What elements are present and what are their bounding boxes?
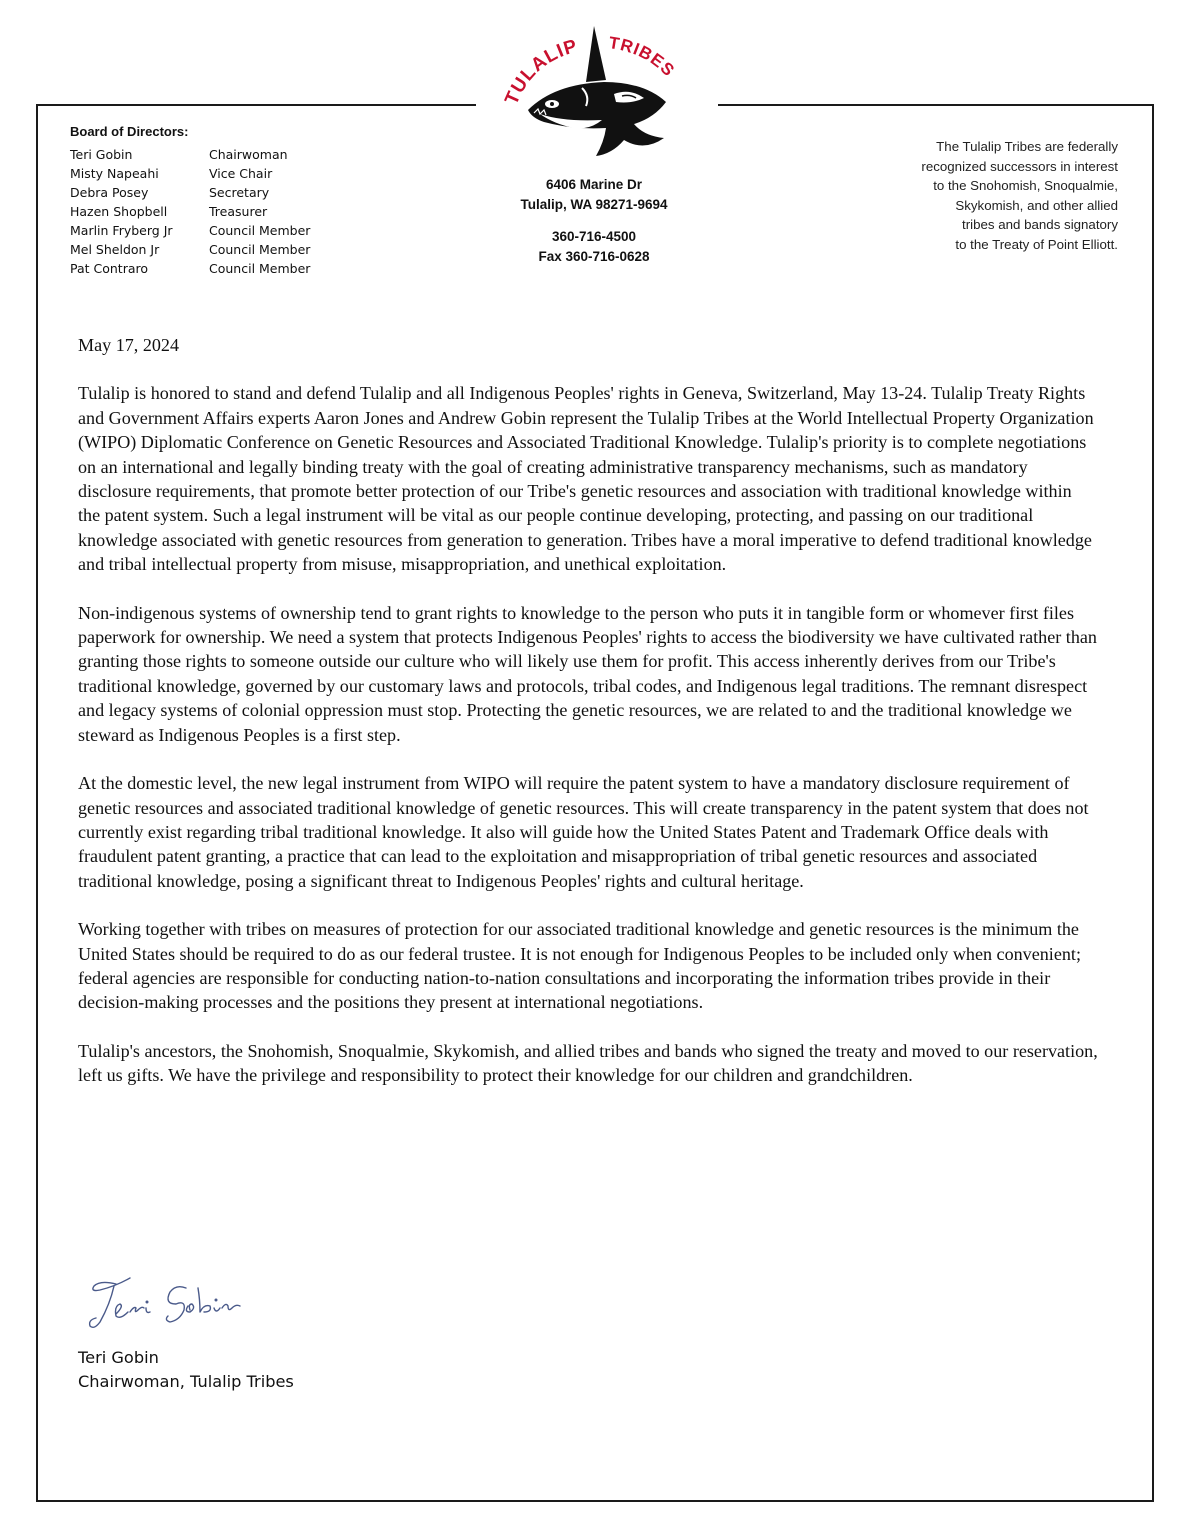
letter-date: May 17, 2024: [78, 335, 180, 355]
board-member-name: Mel Sheldon Jr: [70, 242, 160, 257]
treaty-note-line: to the Treaty of Point Elliott.: [955, 236, 1118, 252]
board-member-row: [70, 164, 310, 183]
board-heading: Board of Directors:: [70, 124, 189, 139]
address-city: Tulalip, WA 98271-9694: [520, 197, 668, 212]
treaty-note-line: Skykomish, and other allied: [955, 197, 1118, 213]
signer-block: [78, 1346, 294, 1394]
treaty-note-line: tribes and bands signatory: [962, 217, 1118, 232]
letter-paragraph: At the domestic level, the new legal instrument from WIPO will require the patent system to have a mandatory disclosure requirement of genetic resources and associated traditional knowledge of genetic resources. This will create transparency in the patent system that does not currently exist regarding tribal traditional knowledge. It also will guide how the United States Patent and Trademark Office deals with fraudulent patent granting, a practice that can lead to the exploitation and misappropriation of tribal genetic resources and associated traditional knowledge, posing a significant threat to Indigenous Peoples' rights and cultural heritage.: [78, 773, 1089, 891]
frame-top-right-line: [718, 104, 1154, 106]
address-block: [494, 175, 694, 267]
board-member-row: [70, 145, 310, 164]
treaty-note-line: to the Snohomish, Snoqualmie,: [933, 178, 1118, 193]
frame-left-line: [36, 104, 38, 1502]
board-member-title: Council Member: [209, 261, 311, 276]
tulalip-tribes-logo: [494, 18, 700, 158]
board-member-title: Vice Chair: [209, 166, 273, 181]
frame-top-left-line: [36, 104, 476, 106]
svg-text:TRIBES: [607, 33, 678, 80]
board-member-row: [70, 202, 310, 221]
board-member-row: [70, 259, 310, 278]
treaty-note-line: recognized successors in interest: [921, 158, 1118, 174]
board-member-name: Misty Napeahi: [70, 166, 159, 181]
board-member-name: Debra Posey: [70, 185, 149, 200]
treaty-note: [818, 137, 1118, 254]
board-member-row: [70, 221, 310, 240]
letter-paragraph: Tulalip's ancestors, the Snohomish, Snoqualmie, Skykomish, and allied tribes and bands who signed the treaty and moved to our reservation, left us gifts. We have the privilege and responsibility to protect their knowledge for our children and grandchildren.: [78, 1040, 1098, 1086]
board-member-title: Council Member: [209, 223, 311, 238]
board-member-name: Pat Contraro: [70, 261, 149, 276]
treaty-note-line: The Tulalip Tribes are federally: [936, 139, 1118, 154]
board-member-title: Chairwoman: [209, 147, 288, 162]
logo-text-right: TRIBES: [607, 33, 679, 81]
logo-text-left: TULALIP: [501, 35, 581, 108]
signer-title: Chairwoman, Tulalip Tribes: [78, 1372, 294, 1391]
phone-number: 360-716-4500: [551, 229, 637, 244]
board-member-row: [70, 183, 310, 202]
signer-name: Teri Gobin: [78, 1348, 159, 1367]
board-member-name: Marlin Fryberg Jr: [70, 223, 173, 238]
board-member-title: Treasurer: [209, 204, 268, 219]
letter-paragraph: Non-indigenous systems of ownership tend to grant rights to knowledge to the person who puts it in tangible form or whomever first files paperwork for ownership. We need a system that protects Indigenous Peoples' rights to access the biodiversity we have cultivated rather than granting those rights to someone outside our culture who will likely use them for profit. This access inherently derives from our Tribe's traditional knowledge, governed by our customary laws and protocols, tribal codes, and Indigenous legal traditions. The remnant disrespect and legacy systems of colonial oppression must stop. Protecting the genetic resources, we are related to and the traditional knowledge we steward as Indigenous Peoples is a first step.: [78, 602, 1097, 745]
address-street: 6406 Marine Dr: [545, 177, 643, 192]
board-of-directors: [70, 124, 310, 278]
board-member-title: Secretary: [209, 185, 270, 200]
letter-body: [78, 333, 1098, 1112]
board-member-row: [70, 240, 310, 259]
board-member-title: Council Member: [209, 242, 311, 257]
letter-paragraph: Tulalip is honored to stand and defend Tulalip and all Indigenous Peoples' rights in Geneva, Switzerland, May 13-24. Tulalip Treaty Rights and Government Affairs experts Aaron Jones and Andrew Gobin represent the Tulalip Tribes at the World Intellectual Property Organization (WIPO) Diplomatic Conference on Genetic Resources and Associated Traditional Knowledge. Tulalip's priority is to complete negotiations on an international and legally binding treaty with the goal of creating administrative transparency mechanisms, such as mandatory disclosure requirements, that promote better protection of our Tribe's genetic resources and association with traditional knowledge within the patent system. Such a legal instrument will be vital as our people continue developing, protecting, and passing on our traditional knowledge associated with genetic resources from generation to generation. Tribes have a moral imperative to defend traditional knowledge and tribal intellectual property from misuse, misappropriation, and unethical exploitation.: [78, 383, 1094, 575]
orca-whale-icon: [494, 18, 700, 158]
board-member-name: Teri Gobin: [70, 147, 133, 162]
handwritten-signature: [86, 1270, 276, 1340]
letter-paragraph: Working together with tribes on measures of protection for our associated traditional knowledge and genetic resources is the minimum the United States should be required to do as our federal trustee. It is not enough for Indigenous Peoples to be included only when convenient; federal agencies are responsible for conducting nation-to-nation consultations and incorporating the information tribes provide in their decision-making processes and the positions they present at international negotiations.: [78, 919, 1081, 1013]
board-member-name: Hazen Shopbell: [70, 204, 168, 219]
frame-right-line: [1152, 104, 1154, 1502]
fax-number: Fax 360-716-0628: [538, 249, 650, 264]
frame-bottom-line: [36, 1500, 1154, 1502]
